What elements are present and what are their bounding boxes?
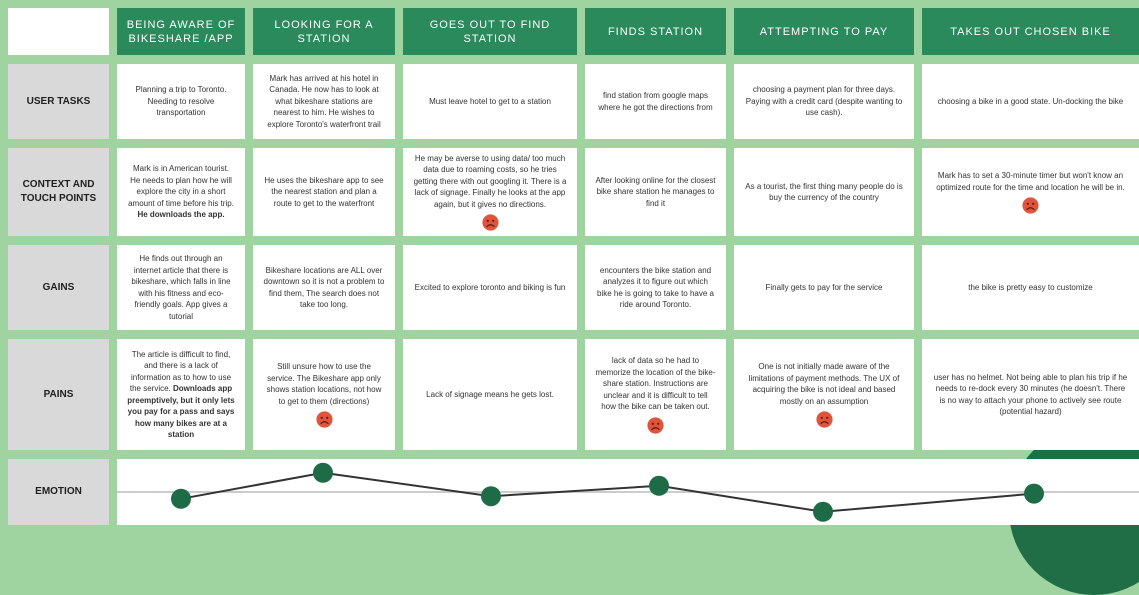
pains-cell: lack of data so he had to memorize the location of the bike-share station. Instructions are unclear and it is difficult to tell how the bike can be taken out. (585, 339, 726, 450)
user-task-cell: choosing a payment plan for three days. Paying with a credit card (despite wanting to use cash). (734, 64, 914, 139)
emotion-point (171, 489, 191, 509)
frowning-face-icon (1022, 197, 1039, 214)
emotion-curve-chart (117, 459, 1139, 525)
row-label-emotion: EMOTION (8, 459, 109, 525)
gains-cell: encounters the bike station and analyzes it to figure out which bike he is going to take to have a ride around Toronto. (585, 245, 726, 330)
gains-cell: the bike is pretty easy to customize (922, 245, 1139, 330)
row-label-context: CONTEXT AND TOUCH POINTS (8, 148, 109, 236)
stage-header-takes-out: TAKES OUT CHOSEN BIKE (922, 8, 1139, 55)
user-task-cell: Must leave hotel to get to a station (403, 64, 577, 139)
emotion-point (313, 463, 333, 483)
context-cell: Mark is in American tourist. He needs to plan how he will explore the city in a short amount of time before his trip. He downloads the app. (117, 148, 245, 236)
frowning-face-icon (816, 411, 833, 428)
frowning-face-icon (482, 214, 499, 231)
pains-cell: user has no helmet. Not being able to plan his trip if he needs to re-dock every 30 minutes (he doesn't. There is no way to attach your phone to actively see route (potential hazard) (922, 339, 1139, 450)
pains-cell: Still unsure how to use the service. The Bikeshare app only shows station locations, not how to get to them (directions) (253, 339, 395, 450)
gains-cell: He finds out through an internet article that there is bikeshare, which falls in line with his fitness and eco-friendly goals. App gives a tutorial (117, 245, 245, 330)
emotion-point (1024, 484, 1044, 504)
emotion-point (481, 486, 501, 506)
context-cell: Mark has to set a 30-minute timer but won't know an optimized route for the time and location he will be in. (922, 148, 1139, 236)
row-label-pains: PAINS (8, 339, 109, 450)
gains-cell: Bikeshare locations are ALL over downtown so it is not a problem to find them, The search does not take too long. (253, 245, 395, 330)
stage-header-looking: LOOKING FOR A STATION (253, 8, 395, 55)
frowning-face-icon (647, 417, 664, 434)
pains-cell: Lack of signage means he gets lost. (403, 339, 577, 450)
stage-header-goes-out: GOES OUT TO FIND STATION (403, 8, 577, 55)
stage-header-pay: ATTEMPTING TO PAY (734, 8, 914, 55)
row-label-user-tasks: USER TASKS (8, 64, 109, 139)
row-label-gains: GAINS (8, 245, 109, 330)
gains-cell: Finally gets to pay for the service (734, 245, 914, 330)
pains-cell: One is not initially made aware of the limitations of payment methods. The UX of acquiring the bike is not ideal and based mostly on an assumption (734, 339, 914, 450)
corner-cell (8, 8, 109, 55)
user-task-cell: find station from google maps where he got the directions from (585, 64, 726, 139)
emotion-point (649, 476, 669, 496)
emotion-point (813, 502, 833, 522)
pains-bold-text: Downloads app preemptively, but it only lets you pay for a pass and says how many bikes are at a station (127, 384, 235, 439)
user-task-cell: Planning a trip to Toronto. Needing to resolve transportation (117, 64, 245, 139)
context-cell: He may be averse to using data/ too much data due to roaming costs, so he tries getting there with out googling it. There is a lack of signage. Finally he looks at the app again, but it gives no directions. (403, 148, 577, 236)
emotion-curve-panel (117, 459, 1139, 525)
stage-header-aware: BEING AWARE OF BIKESHARE /APP (117, 8, 245, 55)
context-bold-text: He downloads the app. (137, 210, 225, 220)
context-cell: After looking online for the closest bike share station he manages to find it (585, 148, 726, 236)
user-task-cell: Mark has arrived at his hotel in Canada. He now has to look at what bikeshare stations are nearest to him. He wishes to explore Toronto's waterfront trail (253, 64, 395, 139)
pains-cell: The article is difficult to find, and there is a lack of information as to how to use the service. Downloads app preemptively, but it only lets you pay for a pass and says how many bikes are at a station (117, 339, 245, 450)
frowning-face-icon (316, 411, 333, 428)
stage-header-finds: FINDS STATION (585, 8, 726, 55)
context-cell: He uses the bikeshare app to see the nearest station and plan a route to get to the waterfront (253, 148, 395, 236)
context-cell: As a tourist, the first thing many people do is buy the currency of the country (734, 148, 914, 236)
user-task-cell: choosing a bike in a good state. Un-docking the bike (922, 64, 1139, 139)
gains-cell: Excited to explore toronto and biking is fun (403, 245, 577, 330)
